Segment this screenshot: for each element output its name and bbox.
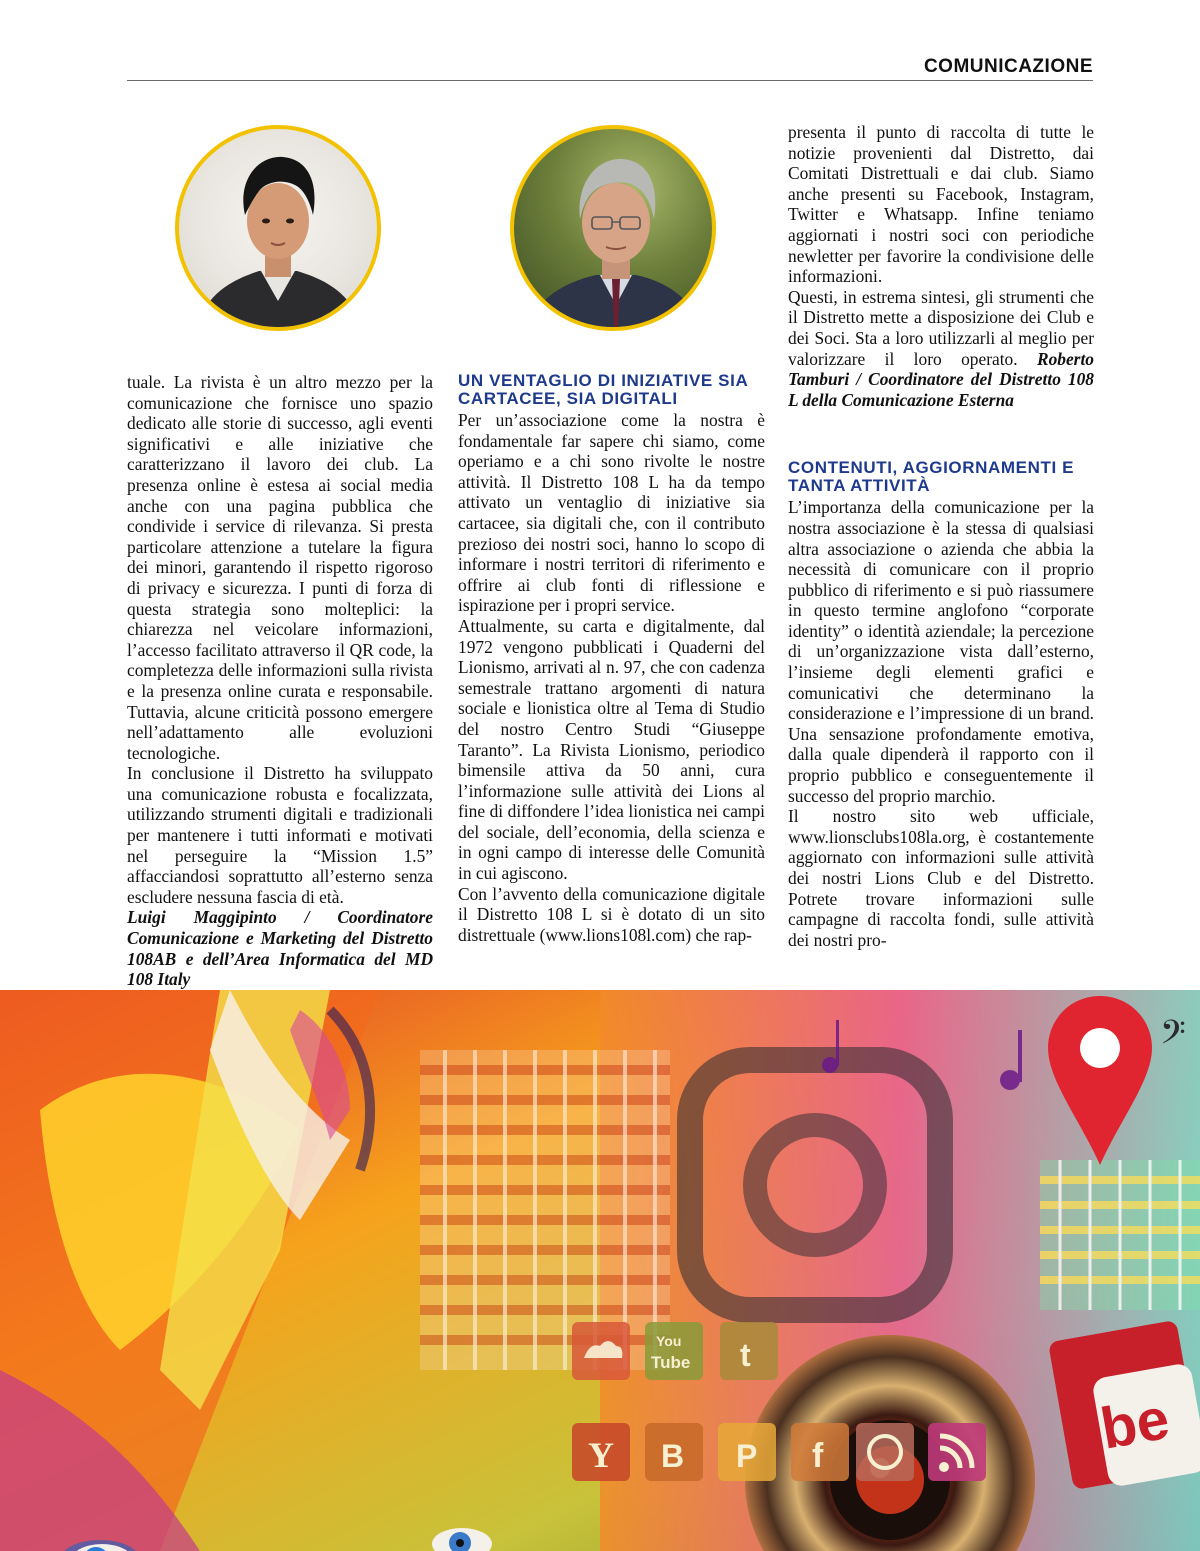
right-equalizer [1040, 1160, 1200, 1310]
social-media-collage [0, 990, 1200, 1551]
article-column-3 [788, 122, 1094, 950]
equalizer-grid [420, 1050, 670, 1370]
body-paragraph [788, 287, 1094, 411]
section-label: COMUNICAZIONE [923, 56, 1093, 77]
collage-illustration [0, 990, 1200, 1551]
body-paragraph: L’importanza della comunicazione per la nostra associazione è la stessa di qualsiasi altra associazione o azienda che abbia la necessità di comunicare con il proprio pubblico di riferimento e si può riassumere in questo termine anglofono “corporate identity” o identità aziendale; la percezione di un’organizzazione vista dall’esterno, l’insieme degli elementi grafici e comunicativi che determinano la considerazione e l’impressione di un brand. Una sensazione profondamente emotiva, dalla quale dipenderà il rapporto con il proprio pubblico e conseguentemente il successo del proprio marchio. [788, 497, 1094, 806]
body-paragraph: Il nostro sito web ufficiale, www.lionsclubs108la.org, è costantemente aggiornato con informazioni sulle attività dei nostri Lions Club e del Distretto. Potrete trovare informazioni sulle campagne di raccolta fondi, sulle attività dei nostri pro- [788, 806, 1094, 950]
author-portrait-roberto [510, 125, 716, 331]
svg-text:B: B [661, 1438, 685, 1474]
youtube-logo-fragment [1048, 1320, 1200, 1490]
svg-text:You: You [656, 1333, 682, 1349]
article-column-2 [458, 372, 765, 945]
svg-text:t: t [740, 1337, 751, 1373]
author-signature: Roberto Tamburi / Coordinatore del Distretto 108 L della Comunicazione Esterna [788, 348, 1094, 410]
body-paragraph: Con l’avvento della comunicazione digitale il Distretto 108 L si è dotato di un sito distrettuale (www.lions108l.com) che rap- [458, 883, 765, 945]
portrait-illustration [514, 129, 712, 327]
body-paragraph: In conclusione il Distretto ha sviluppato una comunicazione robusta e focalizzata, utilizzando strumenti digitali e tradizionali per mantenere i tutti informati e motivati nel perseguire la “Mission 1.5” affacciandosi soprattutto all’esterno senza escludere nessuna fascia di età. [127, 763, 433, 907]
author-portrait-luigi [175, 125, 381, 331]
svg-text:P: P [736, 1438, 758, 1474]
rss-icon [928, 1423, 986, 1481]
svg-text:ibe: ibe [1080, 1385, 1174, 1465]
body-paragraph: Per un’associazione come la nostra è fondamentale far sapere chi siamo, come operiamo e a chi sono rivolte le nostre attività. Il Distretto 108 L ha da tempo attivato un ventaglio di iniziative sia cartacee, sia digitali che, con il contributo prezioso dei nostri soci, hanno lo scopo di informare i nostri territori di riferimento e offrire ai club fonti di riflessione e ispirazione per i propri service. [458, 410, 765, 616]
section-heading: CONTENUTI, AGGIORNAMENTI E TANTA ATTIVITÀ [788, 458, 1075, 496]
header-rule [127, 80, 1093, 81]
dribbble-icon [856, 1423, 914, 1481]
portrait-illustration [179, 129, 377, 327]
svg-text:Tube: Tube [651, 1353, 691, 1372]
svg-text:Y: Y [588, 1435, 614, 1475]
article-column-1 [127, 372, 433, 990]
body-paragraph: Attualmente, su carta e digitalmente, dal 1972 vengono pubblicati i Quaderni del Lionismo, arrivati al n. 97, che con cadenza semestrale trattano argomenti di natura sociale e lionistica oltre al Tema di Studio del nostro Centro Studi “Giuseppe Taranto”. La Rivista Lionismo, periodico bimensile attiva da 50 anni, cura l’informazione sulle attività dei Lions al fine di diffondere l’idea lionistica nei campi del sociale, dell’economia, della scienza e in ogni campo di interesse delle Comunità in cui agiscono. [458, 615, 765, 884]
body-text: Questi, in estrema sintesi, gli strumenti che il Distretto mette a disposizione dei Club e dei Soci. Sta a loro utilizzarli al meglio per valorizzare il loro operato. [788, 286, 1094, 369]
body-paragraph: tuale. La rivista è un altro mezzo per la comunicazione che fornisce uno spazio dedicato alle storie di successo, agli eventi significativi e alle iniziative che caratterizzano il lavoro dei club. La presenza online è estesa ai social media anche con una pagina pubblica che condivide i service di rilevanza. Si presta particolare attenzione a tutelare la figura dei minori, garantendo il rispetto rigoroso di privacy e sicurezza. I punti di forza di questa strategia sono molteplici: la chiarezza nel veicolare informazioni, l’accesso facilitato attraverso il QR code, la completezza delle informazioni sulla rivista e la presenza online curata e responsabile. Tuttavia, alcune criticità possono emergere nell’adattamento alle evoluzioni tecnologiche. [127, 372, 433, 763]
svg-text:f: f [812, 1437, 824, 1475]
section-heading: UN VENTAGLIO DI INIZIATIVE SIA CARTACEE, SIA DIGITALI [458, 371, 748, 408]
body-paragraph: presenta il punto di raccolta di tutte le notizie provenienti dal Distretto, dai Comitati Distrettuali e dai club. Siamo anche presenti su Facebook, Instagram, Twitter e Whatsapp. Infine teniamo aggiornati i nostri soci con periodiche newletter per favorire la condivisione delle informazioni. [788, 122, 1094, 287]
svg-text:𝄢: 𝄢 [1160, 1014, 1186, 1060]
author-signature: Luigi Maggipinto / Coordinatore Comunicazione e Marketing del Distretto 108AB e dell’Area Informatica del MD 108 Italy [127, 907, 433, 990]
